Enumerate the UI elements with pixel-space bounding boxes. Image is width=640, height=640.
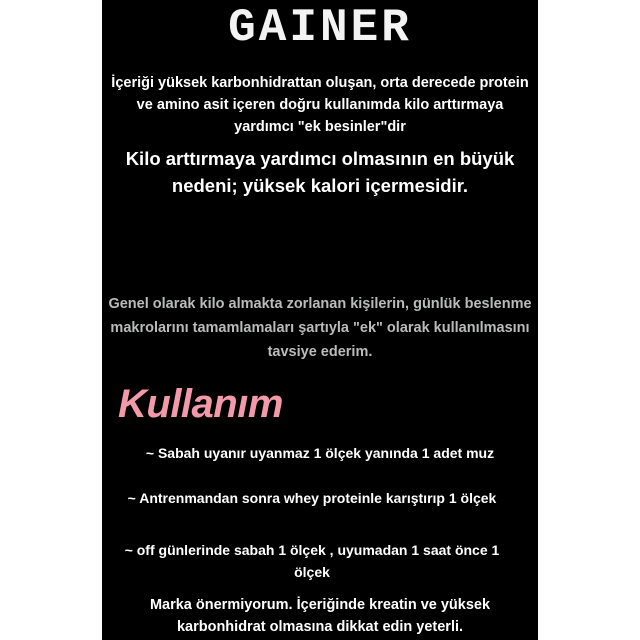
footer-note: Marka önermiyorum. İçeriğinde kreatin ve yüksek karbonhidrat olmasına dikkat edin yeterli. <box>149 597 491 635</box>
page-title: GAINER <box>228 2 412 54</box>
usage-item-post-workout: ~ Antrenmandan sonra whey proteinle karıştırıp 1 ölçek <box>127 490 497 506</box>
highlight-text: Kilo arttırmaya yardımcı olmasının en büyük nedeni; yüksek kalori içermesidir. <box>125 148 515 196</box>
usage-heading: Kullanım <box>118 382 283 426</box>
advice-text: Genel olarak kilo almakta zorlanan kişilerin, günlük beslenme makrolarını tamamlamaları şartıyla "ek" olarak kullanılmasını tavsiye ederim. <box>108 296 532 360</box>
intro-text: İçeriği yüksek karbonhidrattan oluşan, orta derecede protein ve amino asit içeren doğru kullanımda kilo arttırmaya yardımcı "ek besinler"dir <box>111 75 529 135</box>
usage-item-off-days: ~ off günlerinde sabah 1 ölçek , uyumadan 1 saat önce 1 ölçek <box>124 542 500 580</box>
story-panel <box>102 0 538 640</box>
usage-item-morning: ~ Sabah uyanır uyanmaz 1 ölçek yanında 1 adet muz <box>145 445 495 461</box>
